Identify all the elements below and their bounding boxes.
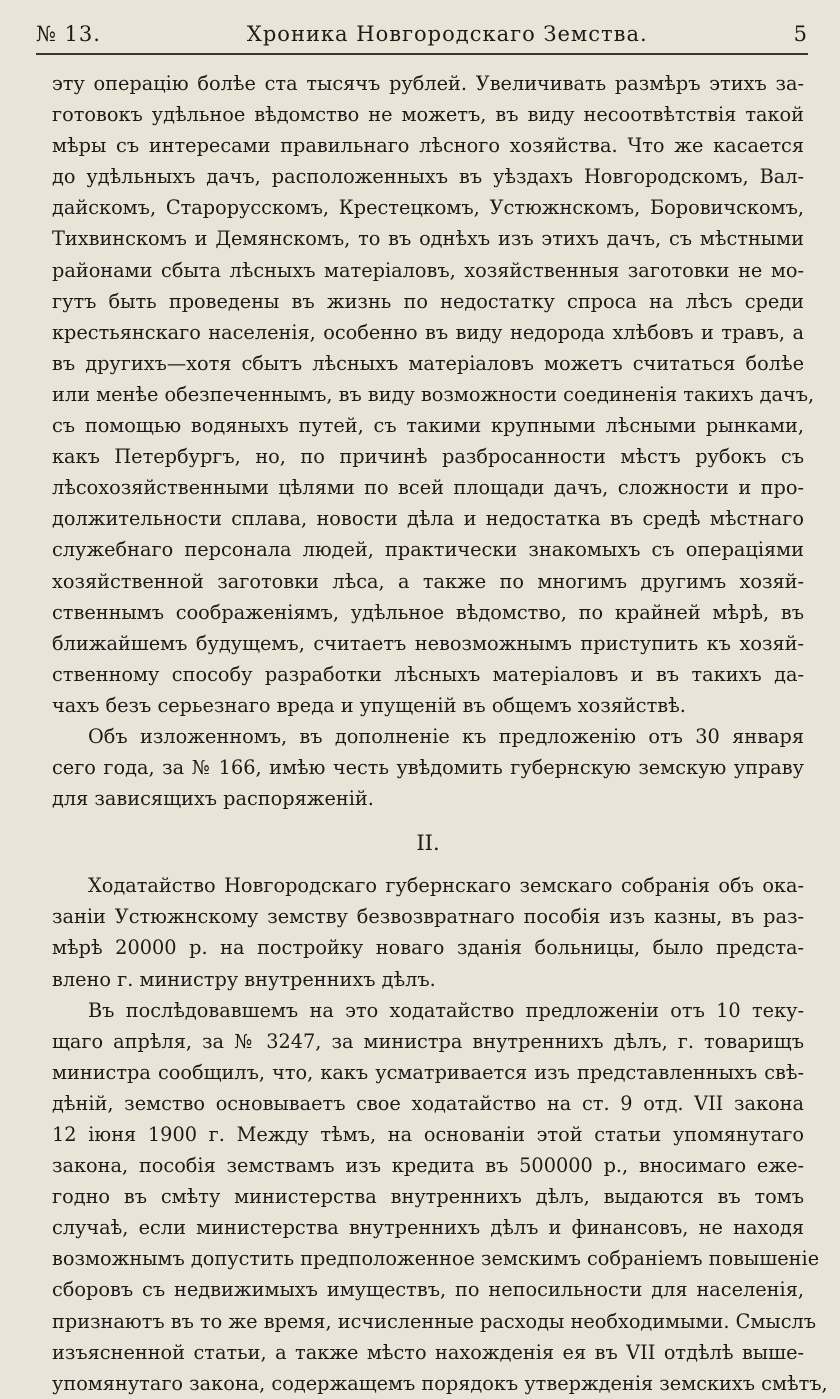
- text-line: какъ Петербургъ, но, по причинѣ разбросанности мѣстъ рубокъ съ: [52, 445, 804, 469]
- text-line: признаютъ въ то же время, исчисленные расходы необходимыми. Смыслъ: [52, 1309, 817, 1333]
- text-line: ственному способу разработки лѣсныхъ матеріаловъ и въ такихъ да-: [52, 662, 804, 686]
- text-line: эту операцію болѣе ста тысячъ рублей. Увеличивать размѣръ этихъ за-: [52, 72, 804, 95]
- text-line: служебнаго персонала людей, практически знакомыхъ съ операціями: [52, 538, 804, 562]
- text-line: сего года, за № 166, имѣю честь увѣдомить губернскую земскую управу: [52, 756, 804, 780]
- paragraph-4: [52, 995, 828, 1399]
- text-line: ближайшемъ будущемъ, считаетъ невозможнымъ приступить къ хозяй-: [52, 631, 804, 655]
- text-line: министра сообщилъ, что, какъ усматривается изъ представленныхъ свѣ-: [52, 1060, 804, 1084]
- page-header: [36, 18, 808, 50]
- text-line: чахъ безъ серьезнаго вреда и упущеній въ общемъ хозяйствѣ.: [52, 693, 686, 717]
- text-line: должительности сплава, новости дѣла и недостатка въ средѣ мѣстнаго: [52, 507, 804, 531]
- paragraph-3: [52, 870, 804, 994]
- text-line: Объ изложенномъ, въ дополненіе къ предложенію отъ 30 января: [88, 724, 804, 748]
- text-line: готовокъ удѣльное вѣдомство не можетъ, въ виду несоотвѣтствія такой: [52, 103, 804, 127]
- text-line: сборовъ съ недвижимыхъ имуществъ, по непосильности для населенія,: [52, 1278, 804, 1302]
- text-line: заніи Устюжнскому земству безвозвратнаго пособія изъ казны, въ раз-: [52, 905, 804, 929]
- paragraph-2: [52, 721, 804, 814]
- text-line: ственнымъ соображеніямъ, удѣльное вѣдомство, по крайней мѣрѣ, въ: [52, 600, 804, 624]
- text-line: влено г. министру внутреннихъ дѣлъ.: [52, 967, 436, 991]
- issue-number: № 13.: [36, 22, 101, 46]
- text-line: дайскомъ, Старорусскомъ, Крестецкомъ, Устюжнскомъ, Боровичскомъ,: [52, 196, 804, 220]
- text-line: лѣсохозяйственными цѣлями по всей площади дачъ, сложности и про-: [52, 476, 804, 500]
- text-line: мѣры съ интересами правильнаго лѣсного хозяйства. Что же касается: [52, 134, 804, 158]
- text-line: съ помощью водяныхъ путей, съ такими крупными лѣсными рынками,: [52, 414, 804, 438]
- text-line: щаго апрѣля, за № 3247, за министра внутреннихъ дѣлъ, г. товарищъ: [52, 1029, 804, 1053]
- text-line: упомянутаго закона, содержащемъ порядокъ утвержденія земскихъ смѣтъ,: [52, 1371, 828, 1395]
- text-line: районами сбыта лѣсныхъ матеріаловъ, хозяйственныя заготовки не мо-: [52, 258, 804, 282]
- text-line: для зависящихъ распоряженій.: [52, 787, 374, 811]
- text-line: закона, пособія земствамъ изъ кредита въ 500000 р., вносимаго еже-: [52, 1154, 804, 1178]
- journal-title: Хроника Новгородскаго Земства.: [246, 22, 648, 46]
- text-line: 12 іюня 1900 г. Между тѣмъ, на основаніи этой статьи упомянутаго: [52, 1123, 804, 1146]
- text-line: до удѣльныхъ дачъ, расположенныхъ въ уѣздахъ Новгородскомъ, Вал-: [52, 165, 804, 189]
- text-line: годно въ смѣту министерства внутреннихъ дѣлъ, выдаются въ томъ: [52, 1185, 804, 1209]
- text-line: Ходатайство Новгородскаго губернскаго земскаго собранія объ ока-: [88, 874, 804, 898]
- text-line: въ другихъ—хотя сбытъ лѣсныхъ матеріаловъ можетъ считаться болѣе: [52, 351, 804, 375]
- text-line: гутъ быть проведены въ жизнь по недостатку спроса на лѣсъ среди: [52, 289, 804, 313]
- text-line: хозяйственной заготовки лѣса, а также по многимъ другимъ хозяй-: [52, 569, 804, 593]
- header-rule: [36, 53, 808, 55]
- body-text: [52, 68, 828, 1399]
- text-line: случаѣ, если министерства внутреннихъ дѣлъ и финансовъ, не находя: [52, 1216, 804, 1240]
- text-line: мѣрѣ 20000 р. на постройку новаго зданія больницы, было предста-: [52, 936, 804, 960]
- text-line: возможнымъ допустить предположенное земскимъ собраніемъ повышеніе: [52, 1247, 820, 1271]
- text-line: Тихвинскомъ и Демянскомъ, то въ однѣхъ изъ этихъ дачъ, съ мѣстными: [52, 227, 804, 251]
- section-heading: II.: [416, 831, 440, 856]
- text-line: Въ послѣдовавшемъ на это ходатайство предложеніи отъ 10 теку-: [88, 998, 804, 1022]
- text-line: или менѣе обезпеченнымъ, въ виду возможности соединенія такихъ дачъ,: [52, 382, 815, 406]
- paragraph-1: [52, 68, 815, 721]
- text-line: изъясненной статьи, а также мѣсто нахожденія ея въ VII отдѣлѣ выше-: [52, 1340, 804, 1364]
- text-line: крестьянскаго населенія, особенно въ виду недорода хлѣбовъ и травъ, а: [52, 320, 804, 344]
- page-number: 5: [793, 22, 808, 46]
- text-line: дѣній, земство основываетъ свое ходатайство на ст. 9 отд. VII закона: [52, 1091, 804, 1115]
